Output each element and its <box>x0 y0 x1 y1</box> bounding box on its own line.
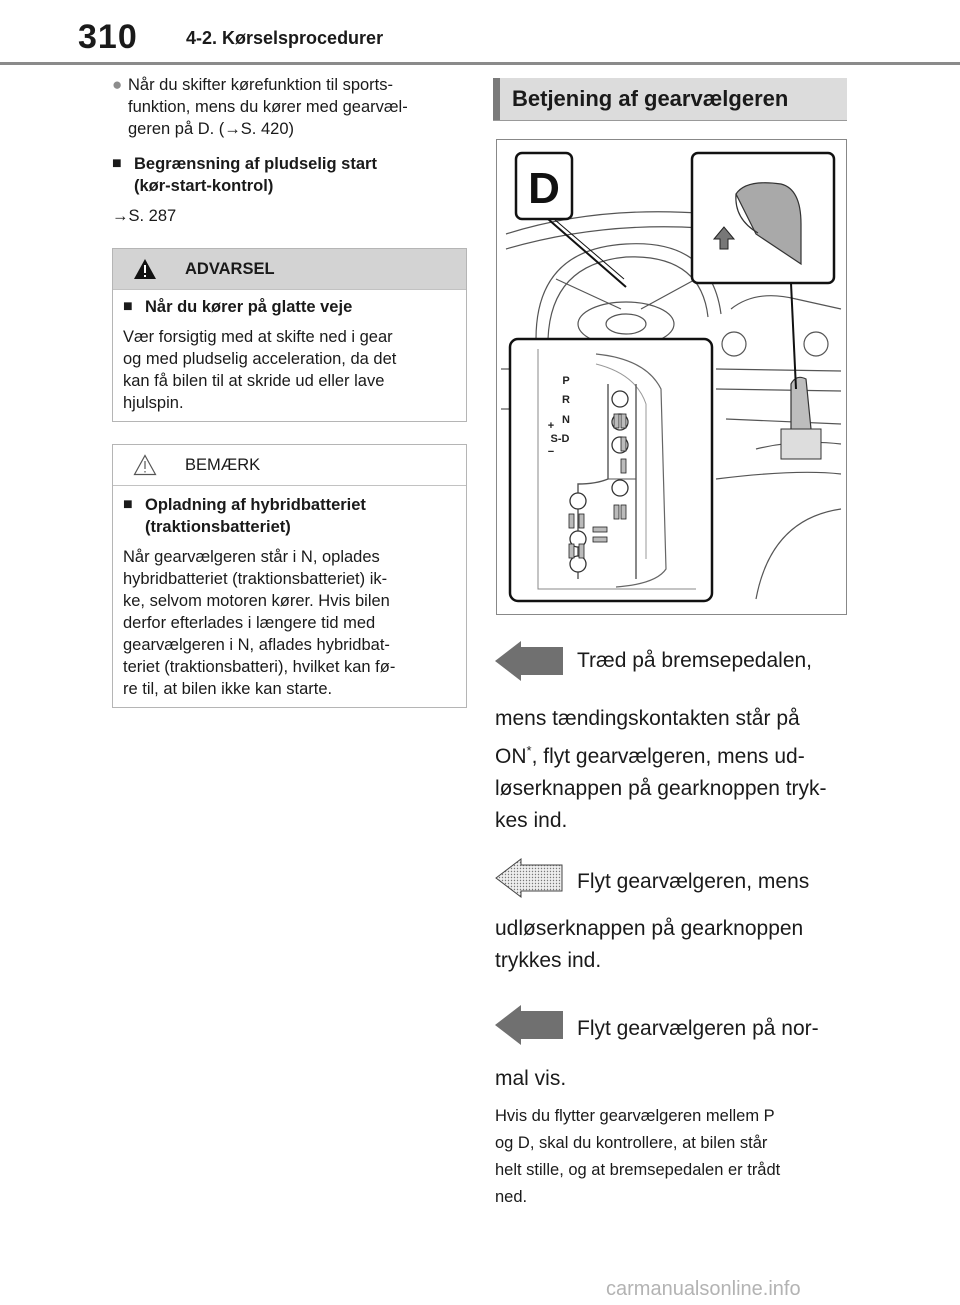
header-rule <box>0 62 960 65</box>
step-2 <box>495 858 847 978</box>
step-2-line: trykkes ind. <box>495 949 602 972</box>
section2-ref: →S. 287 <box>112 207 177 225</box>
note-text-line: Når gearvælgeren står i N, oplades <box>123 548 380 566</box>
bullet1-line: geren på D. (→S. 420) <box>128 120 294 138</box>
bullet-dot-icon: ● <box>112 75 123 94</box>
section-heading: Betjening af gearvælgeren <box>493 78 847 120</box>
dotted-arrow-icon <box>495 858 563 898</box>
warning-text-line: kan få bilen til at skride ud eller lave <box>123 372 385 390</box>
solid-arrow-icon <box>495 1005 563 1045</box>
section-sudden-start <box>112 153 467 227</box>
caution-outline-triangle-icon <box>133 454 157 476</box>
gate-label-plus: + <box>547 420 555 432</box>
page-number: 310 <box>78 18 138 56</box>
step-2-line: udløserknappen på gearknoppen <box>495 917 804 940</box>
note-header <box>113 445 466 486</box>
footnote-line: ned. <box>495 1188 528 1206</box>
note-text-line: re til, at bilen ikke kan starte. <box>123 680 333 698</box>
warning-subtitle: Når du kører på glatte veje <box>145 298 353 316</box>
watermark: carmanualsonline.info <box>606 1278 801 1300</box>
section-rule <box>493 120 847 121</box>
note-text-line: gearvælgeren i N, aflades hybridbat- <box>123 636 390 654</box>
note-label: BEMÆRK <box>185 455 261 474</box>
step-3-line: mal vis. <box>495 1067 567 1090</box>
gate-label-s-d: S-D <box>550 433 570 445</box>
shift-gate-inset <box>510 339 712 601</box>
bullet1-line: Når du skifter kørefunktion til sports- <box>128 76 393 94</box>
warning-text-line: hjulspin. <box>123 394 184 412</box>
chapter-title: 4-2. Kørselsprocedurer <box>186 28 384 48</box>
shift-lever-figure <box>496 139 847 615</box>
section2-title-line: Begrænsning af pludselig start <box>134 155 377 173</box>
solid-arrow-icon <box>495 641 563 681</box>
step-1 <box>495 641 847 832</box>
step-1-line: kes ind. <box>495 809 568 832</box>
note-subtitle-line: Opladning af hybridbatteriet <box>145 496 366 514</box>
step-1-line: løserknappen på gearknoppen tryk- <box>495 777 827 800</box>
bullet-sport-mode <box>112 74 467 140</box>
bullet1-line: funktion, mens du kører med gearvæl- <box>128 98 408 116</box>
step-2-first-line: Flyt gearvælgeren, mens <box>577 870 810 893</box>
note-text-line: derfor efterlades i længere tid med <box>123 614 376 632</box>
step-3 <box>495 1005 847 1095</box>
note-text-line: ke, selvom motoren kører. Hvis bilen <box>123 592 390 610</box>
step-1-line: ON*, flyt gearvælgeren, mens ud- <box>495 743 805 768</box>
inset-d-label: D <box>528 164 560 213</box>
warning-label: ADVARSEL <box>185 259 275 278</box>
warning-header <box>113 249 466 290</box>
note-box <box>112 444 467 708</box>
gate-label-minus: − <box>547 446 555 458</box>
square-bullet-icon: ■ <box>112 155 122 172</box>
warning-box <box>112 248 467 422</box>
footnote-line: helt stille, og at bremsepedalen er trådt <box>495 1161 781 1179</box>
gate-label-n: N <box>562 414 570 426</box>
step-1-line: mens tændingskontakten står på <box>495 707 800 730</box>
note-text-line: hybridbatteriet (traktionsbatteriet) ik- <box>123 570 388 588</box>
square-bullet-icon: ■ <box>123 298 133 315</box>
square-bullet-icon: ■ <box>123 496 133 513</box>
note-subtitle-line: (traktionsbatteriet) <box>145 518 291 536</box>
section2-title-line: (kør-start-kontrol) <box>134 177 274 195</box>
gate-label-p: P <box>562 375 570 387</box>
note-text-line: teriet (traktionsbatteri), hvilket kan fø- <box>123 658 396 676</box>
warning-text-line: og med pludselig acceleration, da det <box>123 350 397 368</box>
footnote-line: Hvis du flytter gearvælgeren mellem P <box>495 1107 775 1125</box>
footnote-line: og D, skal du kontrollere, at bilen står <box>495 1134 768 1152</box>
warning-text-line: Vær forsigtig med at skifte ned i gear <box>123 328 393 346</box>
gate-label-r: R <box>562 394 570 406</box>
step-1-first-line: Træd på bremsepedalen, <box>577 649 813 672</box>
footnote-text <box>495 1103 847 1211</box>
warning-triangle-icon <box>133 258 157 280</box>
step-3-first-line: Flyt gearvælgeren på nor- <box>577 1017 819 1040</box>
